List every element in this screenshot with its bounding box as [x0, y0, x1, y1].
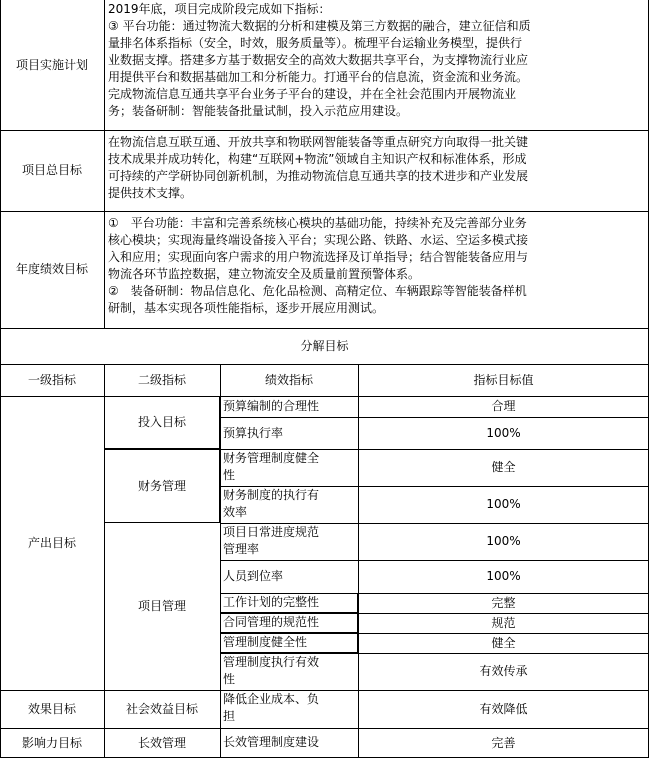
metric-cell [220, 417, 358, 449]
table-rule [220, 593, 649, 594]
annual-line: ① 平台功能：丰富和完善系统核心模块的基础功能，持续补充及完善部分业务 [108, 216, 527, 230]
header-target-value: 指标目标值 [473, 372, 534, 387]
level1-effect: 效果目标 [27, 701, 76, 716]
table-rule [0, 328, 649, 329]
level2-project: 项目管理 [137, 599, 186, 613]
plan-label: 项目实施计划 [15, 57, 88, 72]
metric-line: 人员到位率 [223, 569, 284, 583]
table-rule [220, 653, 649, 654]
level2-finance: 财务管理 [104, 449, 220, 523]
header-metric: 绩效指标 [264, 372, 313, 387]
table-rule [0, 211, 649, 212]
header-level2: 二级指标 [137, 372, 186, 387]
annual-line: 入和应用；实现面向客户需求的用户物流选择及订单指导；结合智能装备应用与 [108, 250, 529, 264]
table-rule [0, 364, 649, 365]
target-value: 有效降低 [479, 701, 528, 716]
level2-input: 投入目标 [104, 396, 220, 449]
metric-line: 预算执行率 [223, 426, 284, 440]
table-rule [0, 690, 649, 691]
overall-content [104, 130, 649, 211]
plan-line: 量排名体系指标（安全，时效，服务质量等）。梳理平台运输业务模型，提供行 [108, 36, 523, 50]
metric-line: 管理制度执行有效 [223, 655, 320, 669]
metric-line: 合同管理的规范性 [223, 615, 320, 629]
decomposition-title: 分解目标 [300, 338, 349, 353]
target-value: 100% [486, 425, 521, 440]
metric-line: 担 [223, 709, 236, 723]
metric-line: 长效管理制度建设 [223, 735, 320, 749]
metric-cell [220, 523, 358, 560]
table-rule [220, 560, 649, 561]
metric-line: 性 [223, 468, 236, 482]
annual-content [104, 211, 649, 328]
metric-cell [220, 653, 358, 690]
plan-line: 用提供平台和数据基础加工和分析能力。打通平台的信息流，资金流和业务流。 [108, 70, 529, 84]
metric-line: 管理制度健全性 [223, 635, 308, 649]
plan-line: 完成物流信息互通共享平台业务子平台的建设，并在全社会范围内开展物流业 [108, 87, 517, 101]
table-rule [220, 633, 649, 634]
annual-label: 年度绩效目标 [15, 262, 88, 276]
table-rule [104, 364, 105, 758]
level2-longterm: 长效管理 [137, 735, 186, 750]
plan-line: 业数据支撑。搭建多方基于数据安全的高效大数据共享平台，为支撑物流行业应 [108, 53, 529, 67]
plan-line: 务；装备研制：智能装备批量试制，投入示范应用建设。 [108, 104, 409, 118]
table-rule [0, 0, 1, 758]
table-rule [220, 523, 649, 524]
plan-line: ③ 平台功能：通过物流大数据的分析和建模及第三方数据的融合，建立征信和质 [108, 19, 531, 33]
target-value: 规范 [491, 615, 516, 630]
table-rule [0, 396, 649, 397]
overall-line: 技术成果并成功转化，构建“互联网+物流”领域自主知识产权和标准体系，形成 [108, 152, 527, 166]
metric-cell [220, 633, 358, 653]
metric-cell [220, 560, 358, 593]
target-value: 合理 [491, 399, 516, 413]
overall-line: 在物流信息互联互通、开放共享和物联网智能装备等重点研究方向取得一批关键 [108, 135, 529, 149]
metric-cell [220, 613, 358, 633]
metric-line: 工作计划的完整性 [223, 595, 320, 609]
annual-line: ② 装备研制：物品信息化、危化品检测、高精定位、车辆跟踪等智能装备样机 [108, 284, 527, 298]
table-rule [104, 0, 105, 328]
metric-line: 项目日常进度规范 [223, 525, 320, 539]
metric-line: 降低企业成本、负 [223, 692, 320, 706]
metric-cell [220, 396, 358, 417]
metric-line: 性 [223, 672, 236, 686]
table-rule [0, 130, 649, 131]
level1-impact: 影响力目标 [21, 735, 82, 750]
metric-cell [220, 449, 358, 486]
annual-line: 研制，基本实现各项性能指标，逐步开展应用测试。 [108, 301, 385, 315]
metric-cell [220, 593, 358, 613]
table-rule [220, 417, 649, 418]
overall-line: 可持续的产学研协同创新机制，为推动物流信息互通共享的技术进步和产业发展 [108, 169, 529, 183]
target-value: 100% [486, 497, 521, 511]
metric-line: 效率 [223, 505, 248, 519]
table-rule [220, 613, 649, 614]
target-value: 健全 [491, 460, 516, 474]
metric-line: 管理率 [223, 542, 260, 556]
target-value: 健全 [491, 635, 516, 650]
metric-line: 财务制度的执行有 [223, 488, 320, 502]
table-rule [358, 364, 359, 758]
target-value: 100% [486, 534, 521, 548]
metric-line: 财务管理制度健全 [223, 451, 320, 465]
table-rule [220, 486, 649, 487]
level2-social: 社会效益目标 [125, 701, 198, 716]
plan-line: 2019年底，项目完成阶段完成如下指标： [108, 2, 331, 16]
target-value: 100% [486, 569, 521, 583]
overall-line: 提供技术支撑。 [108, 186, 193, 200]
level1-output: 产出目标 [27, 535, 76, 550]
table-rule [0, 728, 649, 729]
annual-line: 核心模块；实现海量终端设备接入平台；实现公路、铁路、水运、空运多模式接 [108, 233, 529, 247]
header-level1: 一级指标 [27, 372, 76, 387]
table-rule [220, 449, 649, 450]
overall-label: 项目总目标 [21, 163, 82, 177]
metric-line: 预算编制的合理性 [223, 399, 320, 413]
plan-content [104, 0, 649, 130]
table-rule [220, 364, 221, 758]
metric-cell [220, 486, 358, 523]
metric-cell [220, 728, 358, 758]
target-value: 有效传承 [479, 664, 528, 678]
target-value: 完善 [491, 735, 516, 750]
metric-cell [220, 690, 358, 728]
target-value: 完整 [491, 595, 516, 610]
annual-line: 物流各环节监控数据，建立物流安全及质量前置预警体系。 [108, 267, 421, 281]
